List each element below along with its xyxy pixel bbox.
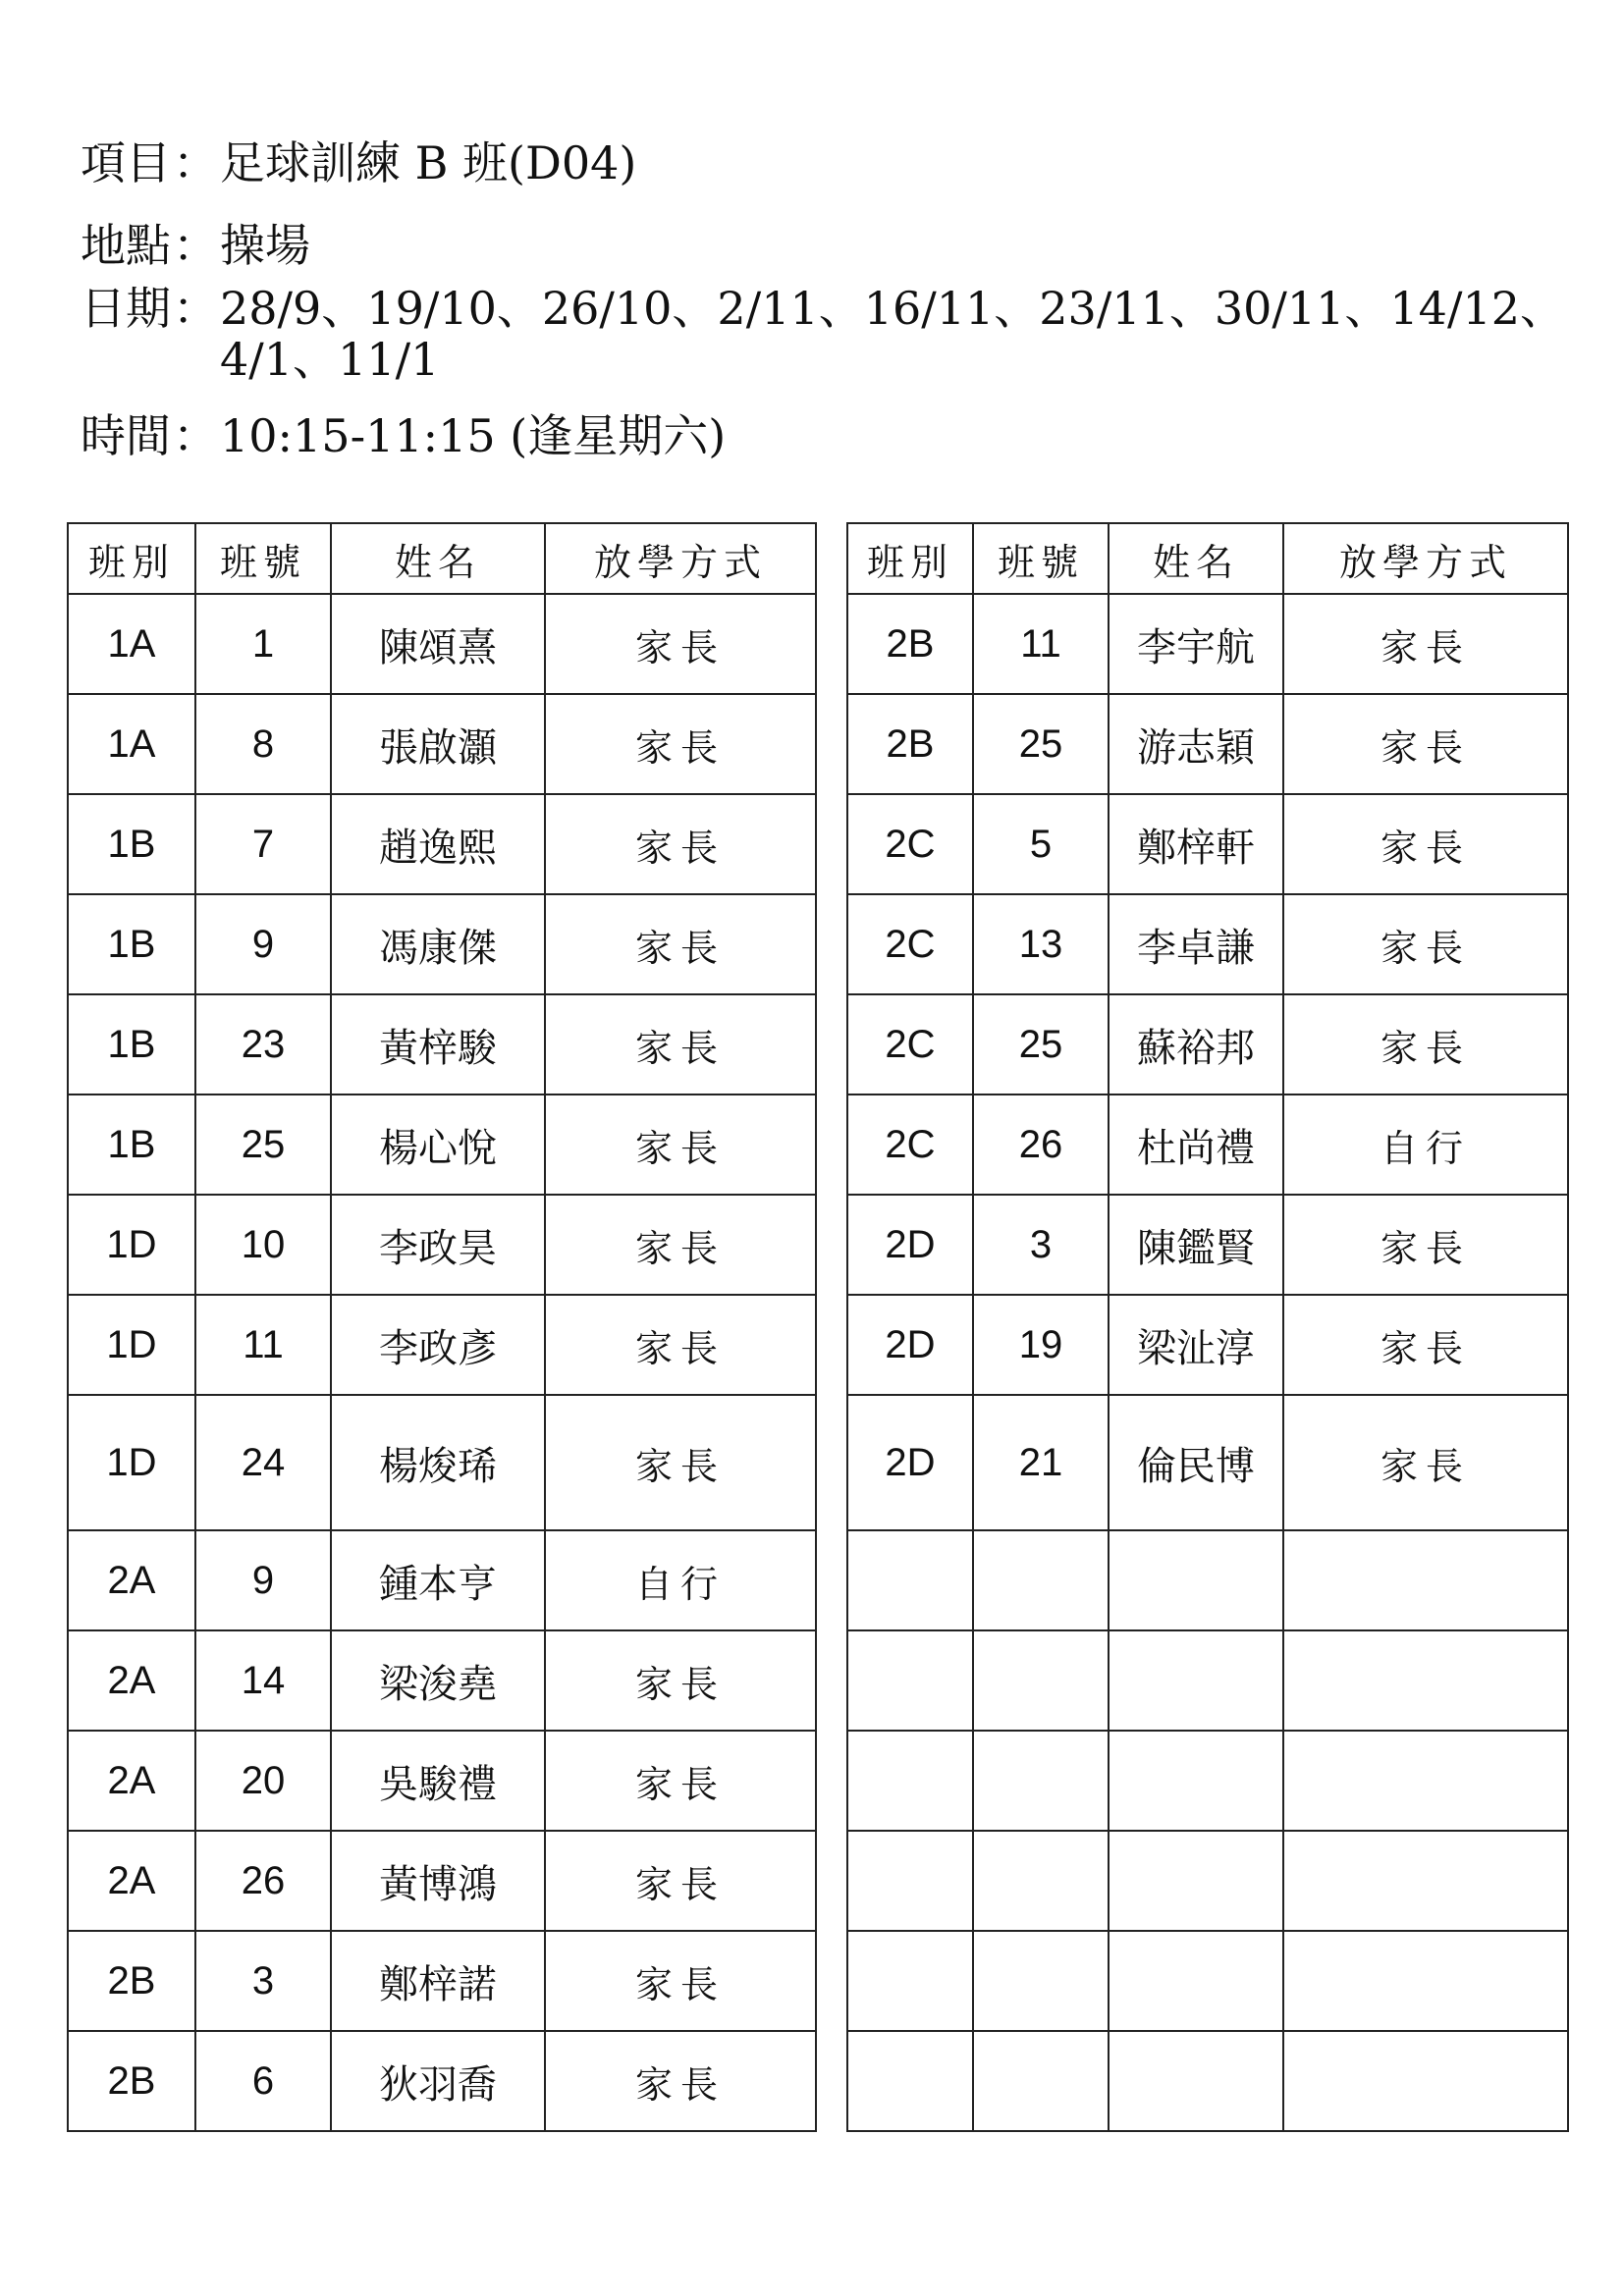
cell-method: 家長 [545,1295,816,1395]
place-value: 操場 [220,219,310,272]
cell-class: 2B [68,1931,195,2031]
empty-row [847,2031,1568,2131]
cell-class: 1B [68,794,195,894]
cell-class: 2D [847,1195,973,1295]
cell-name: 吳駿禮 [331,1731,545,1831]
cell-name: 楊心悅 [331,1095,545,1195]
cell-method: 家長 [1283,994,1568,1095]
table-row [68,794,816,894]
cell-class [847,1630,973,1731]
cell-method: 家長 [545,1731,816,1831]
cell-method [1283,1530,1568,1630]
place-label: 地點 [81,219,171,272]
cell-method: 家長 [1283,794,1568,894]
cell-method: 家長 [545,694,816,794]
cell-name: 黃梓駿 [331,994,545,1095]
table-row [68,1831,816,1931]
cell-class: 2D [847,1295,973,1395]
cell-method: 自行 [1283,1095,1568,1195]
table-row [847,794,1568,894]
table-row [847,1395,1568,1530]
cell-method [1283,1731,1568,1831]
cell-name: 李政彥 [331,1295,545,1395]
cell-name: 楊焌琋 [331,1395,545,1530]
time-label: 時間 [81,409,171,462]
date-colon: ： [173,282,218,335]
cell-class: 2A [68,1731,195,1831]
cell-method: 自行 [545,1530,816,1630]
table-row [68,1630,816,1731]
cell-method: 家長 [545,1630,816,1731]
table-header-row [68,523,816,594]
cell-name: 鄭梓軒 [1109,794,1283,894]
table-row [68,1395,816,1530]
time-colon: ： [173,409,218,462]
table-row [68,1095,816,1195]
item-value: 足球訓練 B 班(D04) [220,136,637,189]
cell-name: 杜尚禮 [1109,1095,1283,1195]
cell-class [847,1731,973,1831]
cell-number: 25 [973,994,1109,1095]
cell-name: 倫民博 [1109,1395,1283,1530]
table-row [68,1195,816,1295]
empty-row [847,1831,1568,1931]
cell-name: 張啟灝 [331,694,545,794]
cell-method: 家長 [1283,1395,1568,1530]
cell-number: 24 [195,1395,331,1530]
cell-name [1109,1630,1283,1731]
cell-number: 1 [195,594,331,694]
roster-table-right [846,522,1569,2132]
table-row [847,694,1568,794]
cell-name: 鍾本亨 [331,1530,545,1630]
header-class: 班別 [68,523,195,594]
cell-method: 家長 [545,2031,816,2131]
table-row [847,594,1568,694]
place-colon: ： [173,219,218,272]
cell-method: 家長 [545,994,816,1095]
cell-number [973,1931,1109,2031]
cell-name [1109,1731,1283,1831]
cell-class: 1D [68,1195,195,1295]
table-row [68,594,816,694]
info-date-line [81,283,1595,385]
cell-name: 狄羽喬 [331,2031,545,2131]
cell-name: 李宇航 [1109,594,1283,694]
cell-class: 2C [847,994,973,1095]
cell-number: 25 [195,1095,331,1195]
cell-name: 趙逸熙 [331,794,545,894]
cell-name: 梁浚堯 [331,1630,545,1731]
cell-class: 2A [68,1831,195,1931]
empty-row [847,1630,1568,1731]
cell-class: 2A [68,1630,195,1731]
cell-name [1109,2031,1283,2131]
cell-number [973,1630,1109,1731]
cell-class: 1A [68,694,195,794]
cell-name [1109,1831,1283,1931]
cell-number [973,1831,1109,1931]
cell-method: 家長 [545,794,816,894]
cell-number [973,2031,1109,2131]
cell-number: 11 [195,1295,331,1395]
cell-class: 1B [68,1095,195,1195]
cell-method: 家長 [545,894,816,994]
cell-method: 家長 [545,1831,816,1931]
table-row [68,894,816,994]
cell-number: 6 [195,2031,331,2131]
cell-name: 鄭梓諾 [331,1931,545,2031]
cell-number: 21 [973,1395,1109,1530]
cell-number: 25 [973,694,1109,794]
cell-number: 9 [195,1530,331,1630]
table-row [68,1931,816,2031]
table-row [68,694,816,794]
header-number: 班號 [195,523,331,594]
cell-name [1109,1530,1283,1630]
cell-number: 14 [195,1630,331,1731]
item-colon: ： [173,136,218,189]
cell-number: 9 [195,894,331,994]
cell-number: 5 [973,794,1109,894]
cell-number: 23 [195,994,331,1095]
table-row [68,1731,816,1831]
cell-name: 梁沚淳 [1109,1295,1283,1395]
roster-table-left [67,522,817,2132]
table-row [847,894,1568,994]
header-number: 班號 [973,523,1109,594]
empty-row [847,1530,1568,1630]
cell-number: 26 [195,1831,331,1931]
cell-method: 家長 [1283,694,1568,794]
cell-class: 2A [68,1530,195,1630]
cell-method [1283,1931,1568,2031]
cell-class: 2D [847,1395,973,1530]
cell-class [847,1831,973,1931]
cell-number: 10 [195,1195,331,1295]
cell-method: 家長 [1283,594,1568,694]
cell-number: 3 [973,1195,1109,1295]
info-time-line [81,410,726,461]
cell-method: 家長 [1283,894,1568,994]
info-item-line [81,137,636,188]
cell-class: 2C [847,794,973,894]
cell-class: 2B [68,2031,195,2131]
cell-class: 1B [68,994,195,1095]
cell-number: 20 [195,1731,331,1831]
cell-name [1109,1931,1283,2031]
header-method: 放學方式 [1283,523,1568,594]
header-class: 班別 [847,523,973,594]
table-row [847,1195,1568,1295]
item-label: 項目 [81,136,171,189]
empty-row [847,1731,1568,1831]
cell-method: 家長 [545,594,816,694]
cell-class [847,1931,973,2031]
cell-class: 2C [847,894,973,994]
cell-class: 1D [68,1295,195,1395]
cell-number: 3 [195,1931,331,2031]
cell-number: 7 [195,794,331,894]
cell-number: 26 [973,1095,1109,1195]
cell-class [847,1530,973,1630]
cell-class: 2C [847,1095,973,1195]
cell-method: 家長 [545,1395,816,1530]
cell-name: 陳頌熹 [331,594,545,694]
cell-method [1283,2031,1568,2131]
cell-name: 蘇裕邦 [1109,994,1283,1095]
cell-class: 1B [68,894,195,994]
cell-method: 家長 [1283,1195,1568,1295]
header-method: 放學方式 [545,523,816,594]
cell-number: 19 [973,1295,1109,1395]
table-row [68,1295,816,1395]
cell-class: 2B [847,694,973,794]
table-row [68,994,816,1095]
cell-name: 馮康傑 [331,894,545,994]
cell-name: 陳鑑賢 [1109,1195,1283,1295]
header-name: 姓名 [331,523,545,594]
cell-class: 1A [68,594,195,694]
cell-class: 1D [68,1395,195,1530]
header-name: 姓名 [1109,523,1283,594]
table-row [847,1295,1568,1395]
table-row [847,994,1568,1095]
cell-method [1283,1630,1568,1731]
cell-name: 李政昊 [331,1195,545,1295]
cell-number [973,1530,1109,1630]
date-value: 28/9、19/10、26/10、2/11、16/11、23/11、30/11、14/12、4/1、11/1 [220,282,1565,386]
cell-method [1283,1831,1568,1931]
cell-method: 家長 [545,1931,816,2031]
cell-name: 游志穎 [1109,694,1283,794]
cell-number: 8 [195,694,331,794]
cell-method: 家長 [545,1095,816,1195]
empty-row [847,1931,1568,2031]
table-row [847,1095,1568,1195]
cell-name: 李卓謙 [1109,894,1283,994]
cell-class: 2B [847,594,973,694]
cell-name: 黃博鴻 [331,1831,545,1931]
cell-number: 13 [973,894,1109,994]
info-place-line [81,220,310,271]
table-row [68,1530,816,1630]
date-label: 日期 [81,282,171,335]
cell-method: 家長 [545,1195,816,1295]
time-value: 10:15-11:15 (逢星期六) [220,409,727,462]
cell-number: 11 [973,594,1109,694]
cell-number [973,1731,1109,1831]
table-row [68,2031,816,2131]
cell-method: 家長 [1283,1295,1568,1395]
table-header-row [847,523,1568,594]
cell-class [847,2031,973,2131]
